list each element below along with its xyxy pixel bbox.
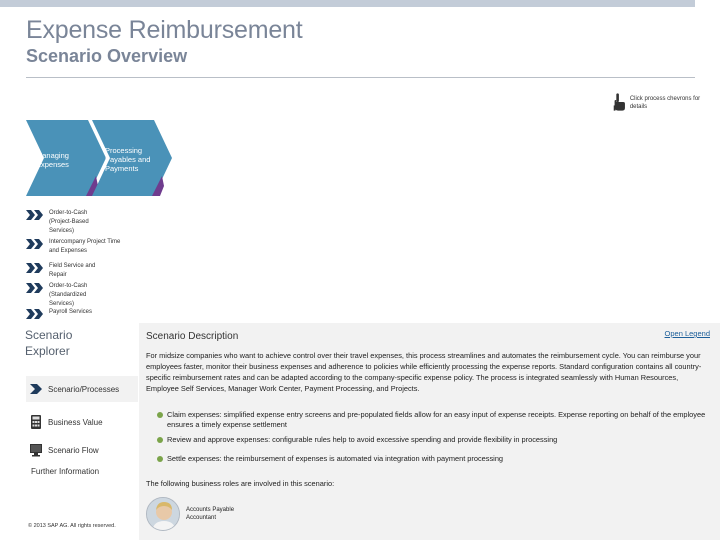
nav-label: Scenario Flow: [48, 445, 99, 455]
subprocess-label: Order-to-Cash (Project-Based Services): [49, 210, 89, 234]
subprocess-label: Payroll Services: [49, 309, 93, 315]
subprocess-label: Field Service and Repair: [49, 263, 96, 278]
chevron-label: Processing Payables and Payments: [105, 146, 151, 173]
double-chevron-icon: [26, 263, 44, 273]
monitor-icon: [30, 443, 42, 457]
subprocess-item[interactable]: [26, 308, 126, 319]
click-hint: [612, 91, 707, 113]
double-chevron-icon: [26, 309, 44, 319]
avatar-graphic: [147, 498, 180, 531]
benefit-text: Claim expenses: simplified expense entry screens and pre-populated fields allow for an easy input of expense receipts. Expense reporting on behalf of the employee ensures a timely expense settlement: [167, 410, 706, 429]
double-chevron-icon: [26, 283, 44, 293]
scenario-explorer-title: Scenario Explorer: [25, 328, 73, 358]
subprocess-item[interactable]: [26, 238, 126, 256]
nav-label: Further Information: [31, 467, 100, 476]
business-role[interactable]: [146, 497, 236, 531]
panel-title: Scenario Description: [146, 331, 239, 342]
nav-business-value[interactable]: [30, 415, 103, 429]
subprocess-label: Intercompany Project Time and Expenses: [49, 239, 121, 254]
subprocess-item[interactable]: [26, 262, 126, 280]
double-chevron-icon: [26, 210, 44, 220]
nav-scenario-flow[interactable]: [30, 443, 99, 457]
page-title: Expense Reimbursement: [26, 16, 303, 44]
page-subtitle: Scenario Overview: [26, 46, 188, 66]
bullet-dot-icon: [157, 456, 163, 462]
top-accent-bar: [0, 0, 695, 7]
benefit-item: [157, 454, 712, 464]
double-chevron-icon: [26, 239, 44, 249]
scenario-description-panel: [139, 323, 720, 540]
nav-scenario-processes[interactable]: [26, 376, 138, 402]
bullet-dot-icon: [157, 437, 163, 443]
open-legend-link[interactable]: Open Legend: [664, 329, 710, 338]
roles-intro-text: The following business roles are involved in this scenario:: [146, 479, 335, 488]
person-avatar-icon: [146, 497, 180, 531]
nav-label: Business Value: [48, 417, 103, 427]
chevron-label: Managing Expenses: [36, 151, 69, 169]
header-divider: [26, 77, 695, 78]
copyright-text: © 2013 SAP AG. All rights reserved.: [28, 523, 116, 529]
benefit-text: Review and approve expenses: configurable rules help to avoid excessive spending and provide flexibility in processing: [167, 435, 558, 444]
hand-pointer-icon: [612, 91, 626, 113]
subprocess-item[interactable]: [26, 209, 126, 236]
benefit-text: Settle expenses: the reimbursement of expenses is automated via integration with payment processing: [167, 454, 504, 463]
nav-label: Scenario/Processes: [48, 384, 120, 394]
chevron-processing-payables[interactable]: [92, 120, 172, 196]
nav-further-information[interactable]: [31, 467, 99, 476]
scenario-description-text: For midsize companies who want to achieve control over their travel expenses, this process streamlines and automates the reimbursement cycle. You can reimburse your employees faster, monitor their business expenses and adherence to policies while efficiently processing the expense reports. Standard configuration contains all country-specific reimbursement rates and can be adapted according to the company-specific expense policy. The process is integrated seamlessly with Human Resources, Employee Self Services, Manager Work Center, Payment Processing, and Projects.: [146, 351, 702, 393]
subprocess-label: Order-to-Cash (Standardized Services): [49, 283, 88, 307]
process-chevron-icon: [30, 382, 42, 396]
bullet-dot-icon: [157, 412, 163, 418]
benefit-item: [157, 410, 712, 430]
subprocess-item[interactable]: [26, 282, 126, 309]
click-hint-text: Click process chevrons for details: [629, 96, 701, 110]
calculator-icon: [30, 415, 42, 429]
role-label: Accounts Payable Accountant: [186, 507, 235, 521]
benefit-item: [157, 435, 712, 445]
